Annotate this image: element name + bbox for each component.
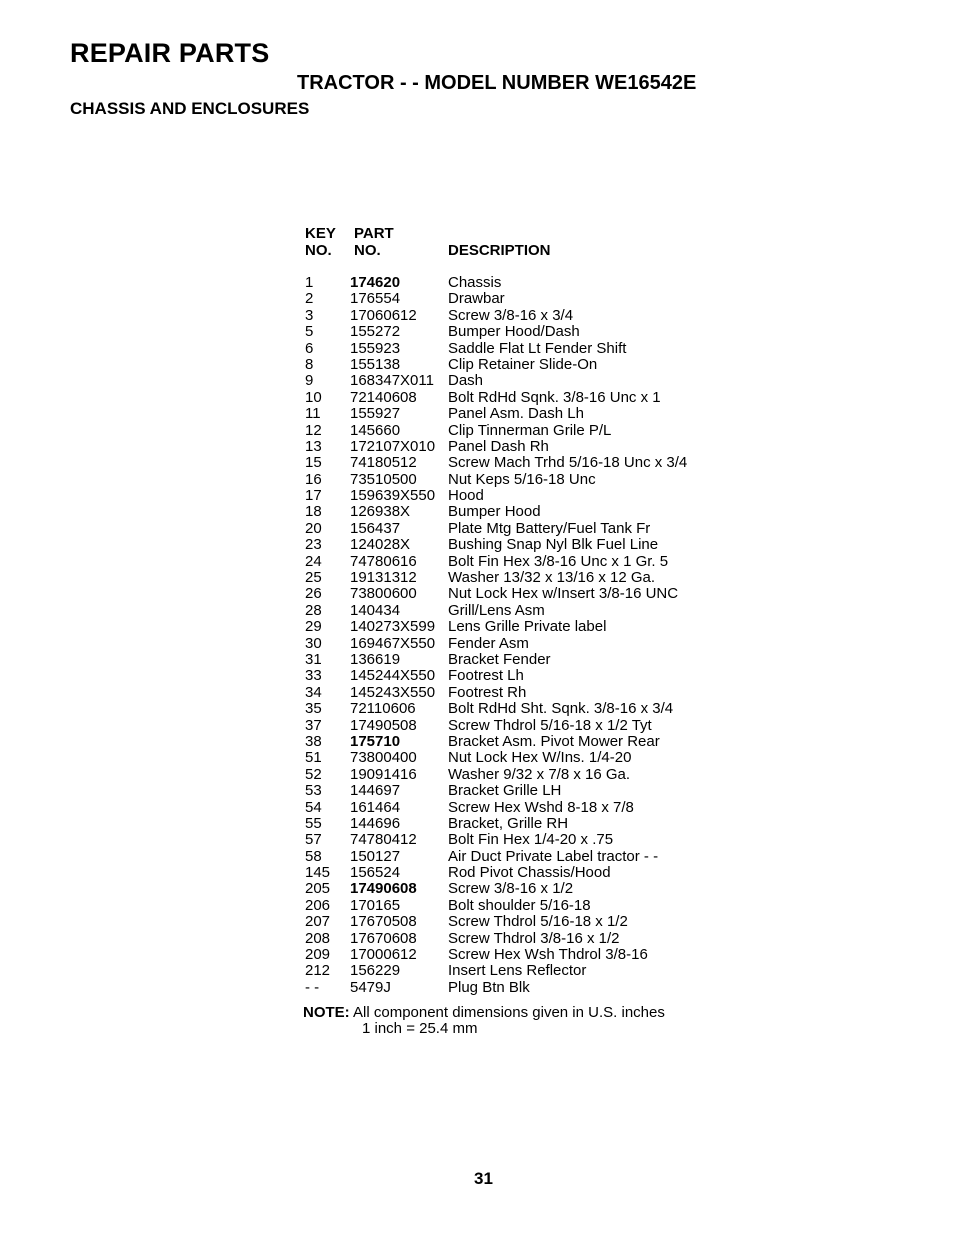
description: Clip Tinnerman Grile P/L (448, 421, 612, 439)
note-label: NOTE: (303, 1004, 350, 1021)
part-no: 73800600 (350, 585, 417, 603)
part-no: 136619 (350, 650, 401, 668)
part-no: 155927 (350, 405, 401, 423)
description: Bracket Asm. Pivot Mower Rear (448, 732, 660, 750)
part-no: 145244X550 (350, 667, 436, 685)
description: Plate Mtg Battery/Fuel Tank Fr (448, 519, 651, 537)
part-no: 155923 (350, 339, 401, 357)
part-header-line2: NO. (354, 242, 381, 259)
key-no: 3 (305, 306, 314, 324)
description: Grill/Lens Asm (448, 601, 545, 619)
part-no: 74780616 (350, 552, 417, 570)
description: Washer 13/32 x 13/16 x 12 Ga. (448, 569, 656, 587)
key-no: 28 (305, 601, 322, 619)
part-no: 156524 (350, 864, 401, 882)
part-no: 19091416 (350, 765, 417, 783)
key-no: 11 (305, 405, 321, 423)
key-no: - - (305, 978, 320, 996)
description: Screw Hex Wsh Thdrol 3/8-16 (448, 946, 648, 964)
key-no: 209 (305, 946, 331, 964)
key-no: 212 (305, 962, 331, 980)
description: Nut Lock Hex W/Ins. 1/4-20 (448, 749, 632, 767)
description: Rod Pivot Chassis/Hood (448, 864, 611, 882)
description: Bolt Fin Hex 1/4-20 x .75 (448, 831, 614, 849)
key-no: 55 (305, 814, 322, 832)
part-no: 156229 (350, 962, 401, 980)
part-no: 124028X (350, 536, 411, 554)
description: Bushing Snap Nyl Blk Fuel Line (448, 536, 659, 554)
section-title: CHASSIS AND ENCLOSURES (70, 99, 310, 118)
key-no: 5 (305, 323, 314, 341)
part-header-line1: PART (354, 225, 394, 242)
key-no: 17 (305, 487, 322, 505)
part-no: 73800400 (350, 749, 417, 767)
description-header: DESCRIPTION (448, 242, 551, 259)
description: Clip Retainer Slide-On (448, 355, 598, 373)
description: Bracket Fender (448, 650, 551, 668)
key-no: 51 (305, 749, 322, 767)
part-no: 174620 (350, 274, 401, 291)
note-line2: 1 inch = 25.4 mm (362, 1020, 478, 1037)
description: Bracket, Grille RH (448, 814, 569, 832)
description: Fender Asm (448, 634, 529, 652)
description: Bolt shoulder 5/16-18 (448, 896, 591, 914)
page-title: REPAIR PARTS (70, 38, 270, 68)
part-no: 17490508 (350, 716, 417, 734)
description: Nut Lock Hex w/Insert 3/8-16 UNC (448, 585, 679, 603)
part-no: 19131312 (350, 569, 417, 587)
description: Drawbar (448, 290, 505, 308)
description: Bolt RdHd Sht. Sqnk. 3/8-16 x 3/4 (448, 700, 674, 718)
part-no: 169467X550 (350, 634, 436, 652)
part-no: 159639X550 (350, 487, 436, 505)
description: Bolt Fin Hex 3/8-16 Unc x 1 Gr. 5 (448, 552, 669, 570)
part-no: 72110606 (350, 700, 416, 718)
key-no: 205 (305, 880, 331, 898)
part-no: 150127 (350, 847, 401, 865)
part-no: 74780412 (350, 831, 417, 849)
part-no: 144697 (350, 782, 401, 800)
part-no: 155138 (350, 355, 401, 373)
key-no: 207 (305, 913, 331, 931)
page-number: 31 (474, 1169, 493, 1188)
key-no: 30 (305, 634, 322, 652)
description: Bumper Hood/Dash (448, 323, 580, 341)
key-no: 15 (305, 454, 322, 472)
description: Screw Thdrol 3/8-16 x 1/2 (448, 929, 620, 947)
key-no: 6 (305, 339, 314, 357)
part-no: 17490608 (350, 880, 417, 898)
key-no: 54 (305, 798, 322, 816)
key-no: 1 (305, 274, 314, 291)
part-no: 168347X011 (350, 372, 434, 390)
description: Bolt RdHd Sqnk. 3/8-16 Unc x 1 (448, 388, 661, 406)
key-no: 24 (305, 552, 322, 570)
description: Screw Mach Trhd 5/16-18 Unc x 3/4 (448, 454, 688, 472)
key-no: 16 (305, 470, 322, 488)
description: Screw 3/8-16 x 3/4 (448, 306, 574, 324)
part-no: 145243X550 (350, 683, 436, 701)
key-no: 37 (305, 716, 322, 734)
part-no: 140273X599 (350, 618, 436, 636)
description: Bracket Grille LH (448, 782, 562, 800)
key-header-line1: KEY (305, 225, 336, 242)
key-no: 9 (305, 372, 314, 390)
part-no: 155272 (350, 323, 401, 341)
description: Saddle Flat Lt Fender Shift (448, 339, 627, 357)
description: Footrest Rh (448, 683, 527, 701)
part-no: 74180512 (350, 454, 417, 472)
part-no: 126938X (350, 503, 411, 521)
key-no: 8 (305, 355, 314, 373)
key-no: 12 (305, 421, 322, 439)
key-no: 206 (305, 896, 331, 914)
description: Screw Thdrol 5/16-18 x 1/2 Tyt (448, 716, 652, 734)
key-no: 31 (305, 650, 322, 668)
part-no: 5479J (350, 978, 391, 996)
description: Lens Grille Private label (448, 618, 607, 636)
part-no: 72140608 (350, 388, 417, 406)
key-no: 52 (305, 765, 322, 783)
key-no: 25 (305, 569, 322, 587)
key-no: 20 (305, 519, 322, 537)
key-no: 29 (305, 618, 322, 636)
key-no: 26 (305, 585, 322, 603)
key-no: 53 (305, 782, 322, 800)
part-no: 140434 (350, 601, 401, 619)
part-no: 172107X010 (350, 437, 436, 455)
part-no: 17000612 (350, 946, 417, 964)
note (303, 1004, 665, 1037)
key-no: 38 (305, 732, 322, 750)
part-no: 176554 (350, 290, 401, 308)
key-no: 10 (305, 388, 322, 406)
key-no: 13 (305, 437, 322, 455)
description: Air Duct Private Label tractor - - (448, 847, 659, 865)
key-no: 23 (305, 536, 322, 554)
description: Chassis (448, 274, 502, 291)
key-no: 35 (305, 700, 322, 718)
key-no: 57 (305, 831, 322, 849)
part-no: 144696 (350, 814, 401, 832)
key-no: 34 (305, 683, 322, 701)
description: Plug Btn Blk (448, 978, 530, 996)
part-no: 156437 (350, 519, 401, 537)
key-no: 33 (305, 667, 322, 685)
part-no: 17060612 (350, 306, 417, 324)
description: Panel Dash Rh (448, 437, 549, 455)
description: Screw Thdrol 5/16-18 x 1/2 (448, 913, 628, 931)
key-no: 208 (305, 929, 331, 947)
description: Panel Asm. Dash Lh (448, 405, 584, 423)
description: Bumper Hood (448, 503, 541, 521)
description: Insert Lens Reflector (448, 962, 587, 980)
description: Footrest Lh (448, 667, 524, 685)
note-line1: All component dimensions given in U.S. inches (353, 1004, 665, 1021)
key-no: 58 (305, 847, 322, 865)
key-header-line2: NO. (305, 242, 332, 259)
description: Dash (448, 372, 484, 390)
part-no: 175710 (350, 732, 401, 750)
part-no: 161464 (350, 798, 401, 816)
key-no: 18 (305, 503, 322, 521)
part-no: 73510500 (350, 470, 417, 488)
description: Screw 3/8-16 x 1/2 (448, 880, 574, 898)
part-no: 17670608 (350, 929, 417, 947)
part-no: 145660 (350, 421, 401, 439)
model-title: TRACTOR - - MODEL NUMBER WE16542E (297, 72, 697, 94)
key-no: 2 (305, 290, 314, 308)
key-no: 145 (305, 864, 331, 882)
description: Nut Keps 5/16-18 Unc (448, 470, 596, 488)
part-no: 170165 (350, 896, 401, 914)
description: Screw Hex Wshd 8-18 x 7/8 (448, 798, 634, 816)
description: Hood (448, 487, 484, 505)
part-no: 17670508 (350, 913, 417, 931)
description: Washer 9/32 x 7/8 x 16 Ga. (448, 765, 631, 783)
